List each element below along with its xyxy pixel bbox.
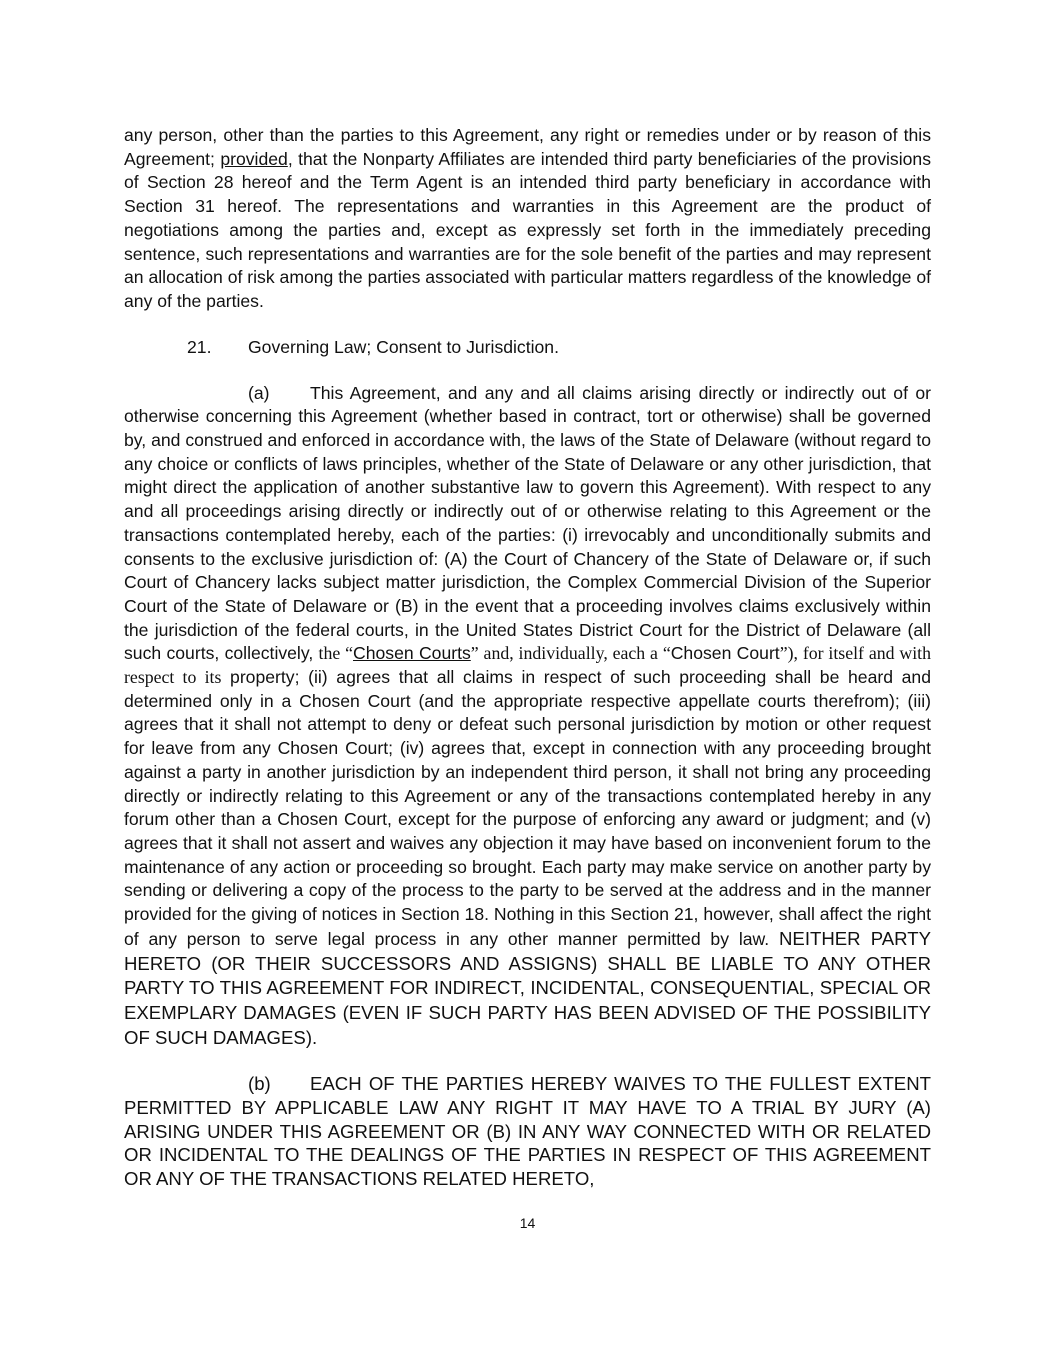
paragraph-a-label: (a) bbox=[248, 382, 270, 403]
page-content bbox=[124, 124, 931, 1191]
paragraph-b-label: (b) bbox=[248, 1073, 271, 1095]
paragraph-a-text-2: property; (ii) agrees that all claims in respect of such proceeding shall be heard and determined only in a Chosen Court (and the appropriate respective appellate courts therefrom); (iii) agrees that it shall not attempt to deny or defeat such personal jurisdiction by motion or other request for leave from any Chosen Court; (iv) agrees that, except in connection with any proceeding brought against a party in another jurisdiction by an independent third person, it shall not bring any proceeding directly or indirectly relating to this Agreement or any of the transactions contemplated hereby in any forum other than a Chosen Court, except for the purpose of enforcing any award or judgment; and (v) agrees that it shall not assert and waives any objection it may have based on inconvenient forum to the maintenance of any action or proceeding so brought. Each party may make service on another party by sending or delivering a copy of the process to the party to be served at the address and in the manner provided for the giving of notices in Section 18. Nothing in this Section 21, however, shall affect the right of any person to serve legal process in any other manner permitted by law. bbox=[124, 667, 931, 949]
page-number: 14 bbox=[519, 1215, 536, 1231]
chosen-court-lead: ” and, individually, each a “ bbox=[470, 643, 671, 664]
section-21-heading bbox=[187, 336, 931, 360]
paragraph-a bbox=[124, 382, 931, 1051]
chosen-court-term: Chosen Court bbox=[670, 643, 780, 664]
paragraph-b bbox=[124, 1072, 931, 1191]
chosen-courts-term: Chosen Courts bbox=[353, 643, 471, 664]
paragraph-a-text-1: This Agreement, and any and all claims arising directly or indirectly out of or otherwise concerning this Agreement (whether based in contract, tort or otherwise) shall be governed by, and construed and enforced in accordance with, the laws of the State of Delaware (without regard to any choice or conflicts of laws principles, whether of the State of Delaware or any other jurisdiction, that might direct the application of another substantive law to govern this Agreement). With respect to any and all proceedings arising directly or indirectly out of or otherwise relating to this Agreement or the transactions contemplated hereby, each of the parties: (i) irrevocably and unconditionally submits and consents to the exclusive jurisdiction of: (A) the Court of Chancery of the State of Delaware or, if such Court of Chancery lacks subject matter jurisdiction, the Complex Commercial Division of the Superior Court of the State of Delaware or (B) in the event that a proceeding involves claims exclusively within the jurisdiction of the federal courts, in the United States District Court for the District of Delaware (all such courts, collectively, bbox=[124, 382, 931, 664]
intro-text-2: , that the Nonparty Affiliates are intended third party beneficiaries of the provisions of Section 28 hereof and the Term Agent is an intended third party beneficiary in accordance with Section 31 hereof. The representations and warranties in this Agreement are the product of negotiations among the parties and, except as expressly set forth in the immediately preceding sentence, such representations and warranties are for the sole benefit of the parties and may represent an allocation of risk among the parties associated with particular matters regardless of the knowledge of any of the parties. bbox=[124, 148, 931, 311]
intro-paragraph bbox=[124, 124, 931, 314]
liability-waiver-text: NEITHER PARTY HERETO (OR THEIR SUCCESSORS AND ASSIGNS) SHALL BE LIABLE TO ANY OTHER PARTY TO THIS AGREEMENT FOR INDIRECT, INCIDENTAL, CONSEQUENTIAL, SPECIAL OR EXEMPLARY DAMAGES (EVEN IF SUCH PARTY HAS BEEN ADVISED OF THE POSSIBILITY OF SUCH DAMAGES). bbox=[124, 927, 931, 1048]
section-number: 21. bbox=[187, 336, 212, 357]
section-title: Governing Law; Consent to Jurisdiction. bbox=[248, 336, 559, 357]
intro-text-1: any person, other than the parties to this Agreement, any right or remedies under or by reason of this Agreement; bbox=[124, 125, 931, 169]
provided-term: provided bbox=[220, 148, 288, 169]
jury-waiver-text: EACH OF THE PARTIES HEREBY WAIVES TO THE FULLEST EXTENT PERMITTED BY APPLICABLE LAW ANY RIGHT IT MAY HAVE TO A TRIAL BY JURY (A) ARISING UNDER THIS AGREEMENT OR (B) IN ANY WAY CONNECTED WITH OR RELATED OR INCIDENTAL TO THE DEALINGS OF THE PARTIES IN RESPECT OF THIS AGREEMENT OR ANY OF THE TRANSACTIONS RELATED HERETO, bbox=[124, 1073, 931, 1190]
chosen-court-tail: ”), for itself and with respect to its bbox=[124, 643, 931, 688]
chosen-courts-lead: the “ bbox=[318, 643, 354, 664]
